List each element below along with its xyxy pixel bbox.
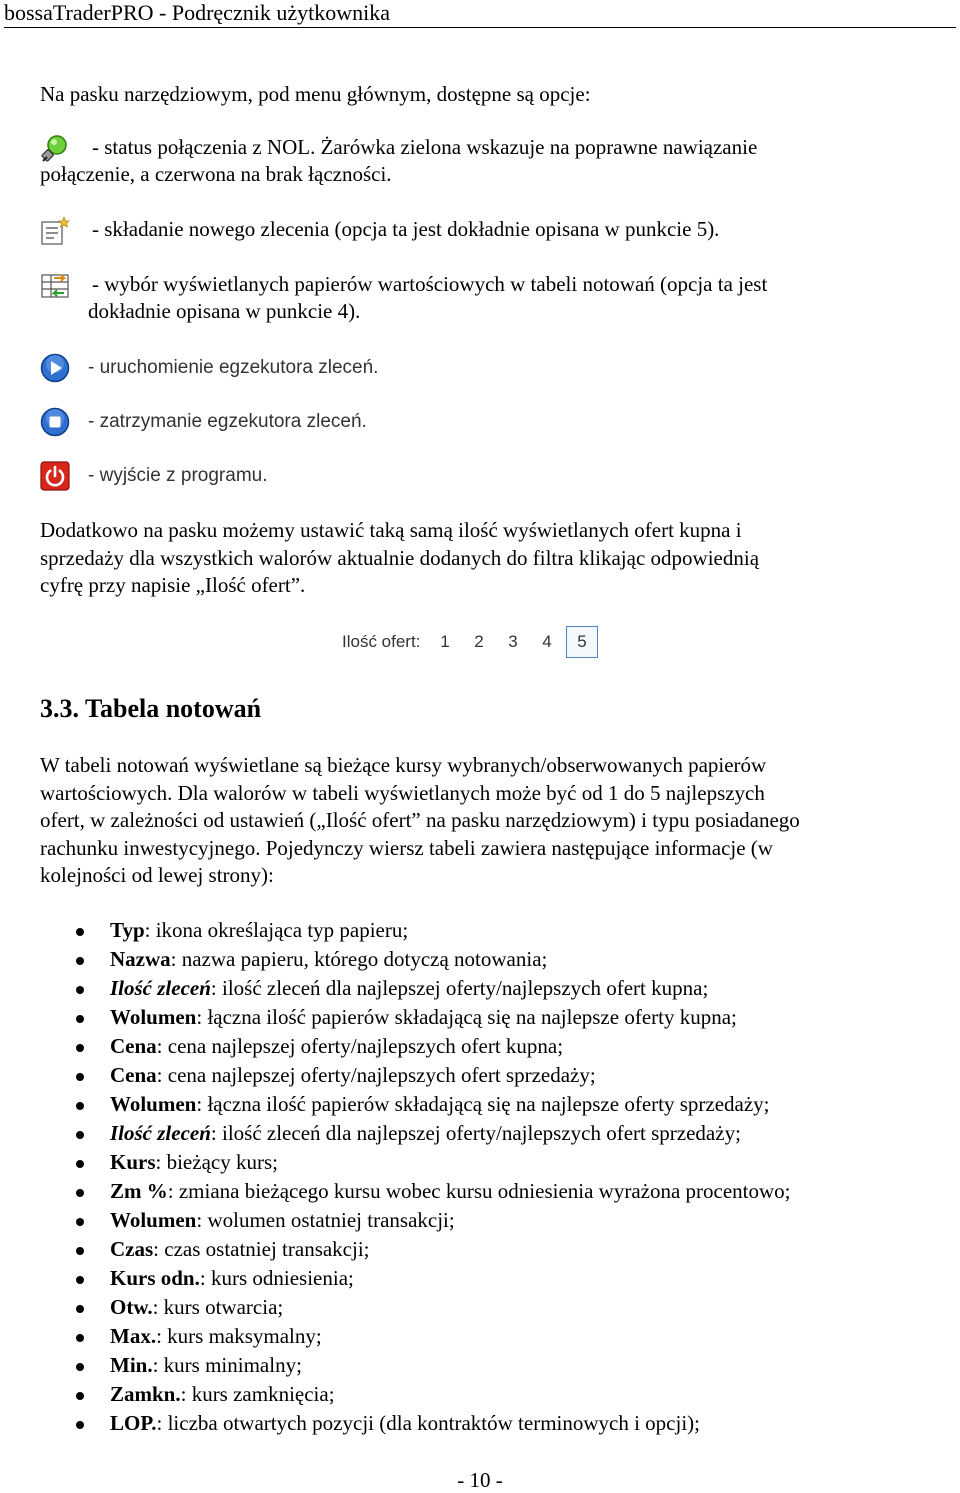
paragraph-offers-count [40, 517, 900, 600]
list-item [0, 1380, 960, 1409]
paragraph-line: cyfrę przy napisie „Ilość ofert”. [40, 573, 306, 597]
paragraph-quotes-table [40, 752, 900, 890]
bullet [76, 1334, 84, 1342]
column-term: LOP. [110, 1411, 157, 1435]
offer-count-option-5[interactable]: 5 [577, 632, 587, 651]
list-item [0, 1264, 960, 1293]
column-term: Kurs [110, 1150, 156, 1174]
bullet [76, 1131, 84, 1139]
list-item [0, 974, 960, 1003]
column-description: : kurs zamknięcia; [180, 1382, 335, 1406]
tool-description: - uruchomienie egzekutora zleceń. [88, 357, 379, 378]
bullet [76, 1421, 84, 1429]
power-icon [40, 461, 70, 491]
new-order-icon [40, 216, 70, 246]
list-item [0, 1351, 960, 1380]
bullet [76, 928, 84, 936]
column-description: : zmiana bieżącego kursu wobec kursu odniesienia wyrażona procentowo; [167, 1179, 791, 1203]
column-term: Cena [110, 1034, 157, 1058]
tool-description: - składanie nowego zlecenia (opcja ta jest dokładnie opisana w punkcie 5). [92, 217, 720, 241]
bullet [76, 1392, 84, 1400]
column-term: Czas [110, 1237, 154, 1261]
column-description: : wolumen ostatniej transakcji; [196, 1208, 455, 1232]
list-item [0, 1032, 960, 1061]
column-term: Zm % [110, 1179, 168, 1203]
column-term: Wolumen [110, 1005, 197, 1029]
column-description: : kurs otwarcia; [152, 1295, 284, 1319]
list-item [0, 1061, 960, 1090]
page-number: - 10 - [457, 1468, 503, 1492]
intro-text: Na pasku narzędziowym, pod menu głównym, dostępne są opcje: [40, 82, 591, 106]
offer-count-option-4[interactable]: 4 [542, 632, 552, 651]
column-description: : bieżący kurs; [155, 1150, 278, 1174]
column-description: : kurs minimalny; [152, 1353, 302, 1377]
bullet [76, 1102, 84, 1110]
column-description: : ikona określająca typ papieru; [144, 918, 409, 942]
header-divider [4, 27, 956, 28]
column-description: : ilość zleceń dla najlepszej oferty/najlepszych ofert kupna; [210, 976, 709, 1000]
bullet [76, 1276, 84, 1284]
bullet [76, 1363, 84, 1371]
tool-description: - wybór wyświetlanych papierów wartościowych w tabeli notowań (opcja ta jest [92, 272, 768, 296]
list-item [0, 1090, 960, 1119]
column-term: Ilość zleceń [110, 1121, 211, 1145]
column-term: Wolumen [110, 1092, 197, 1116]
page-header [0, 0, 960, 30]
paragraph-line: kolejności od lewej strony): [40, 863, 274, 887]
table-settings-icon [40, 271, 70, 301]
paragraph-line: ofert, w zależności od ustawień („Ilość ofert” na pasku narzędziowym) i typu posiadanego [40, 808, 800, 832]
play-icon [40, 353, 70, 383]
column-term: Kurs odn. [110, 1266, 200, 1290]
column-description: : nazwa papieru, którego dotyczą notowania; [170, 947, 548, 971]
offer-count-option-2[interactable]: 2 [474, 632, 484, 651]
bullet [76, 1305, 84, 1313]
column-description: : czas ostatniej transakcji; [153, 1237, 370, 1261]
list-item [0, 1409, 960, 1438]
column-description: : cena najlepszej oferty/najlepszych ofert kupna; [156, 1034, 564, 1058]
column-description: : kurs maksymalny; [156, 1324, 322, 1348]
column-term: Ilość zleceń [110, 976, 211, 1000]
list-item [0, 1119, 960, 1148]
bullet [76, 1218, 84, 1226]
column-term: Max. [110, 1324, 157, 1348]
column-term: Otw. [110, 1295, 153, 1319]
column-term: Wolumen [110, 1208, 197, 1232]
bullet [76, 957, 84, 965]
list-item [0, 1206, 960, 1235]
column-description: : ilość zleceń dla najlepszej oferty/najlepszych ofert sprzedaży; [210, 1121, 741, 1145]
paragraph-line: Dodatkowo na pasku możemy ustawić taką samą ilość wyświetlanych ofert kupna i [40, 518, 742, 542]
tool-description-continued: połączenie, a czerwona na brak łączności. [40, 162, 392, 186]
tool-description: - wyjście z programu. [88, 465, 268, 486]
document-title: bossaTraderPRO - Podręcznik użytkownika [4, 0, 390, 25]
bullet [76, 1044, 84, 1052]
offers-count-label: Ilość ofert: [342, 632, 421, 651]
offer-count-option-1[interactable]: 1 [440, 632, 450, 651]
bullet [76, 986, 84, 994]
bullet [76, 1160, 84, 1168]
offer-count-option-3[interactable]: 3 [508, 632, 518, 651]
list-item [0, 1003, 960, 1032]
column-term: Zamkn. [110, 1382, 181, 1406]
list-item [0, 916, 960, 945]
column-description: : łączna ilość papierów składającą się na najlepsze oferty sprzedaży; [196, 1092, 770, 1116]
list-item [0, 1322, 960, 1351]
column-description: : łączna ilość papierów składającą się na najlepsze oferty kupna; [196, 1005, 737, 1029]
list-item [0, 1235, 960, 1264]
tool-description: - zatrzymanie egzekutora zleceń. [88, 411, 367, 432]
column-description: : liczba otwartych pozycji (dla kontraktów terminowych i opcji); [156, 1411, 700, 1435]
tool-description: - status połączenia z NOL. Żarówka zielona wskazuje na poprawne nawiązanie [92, 135, 758, 159]
offers-count-selector [338, 626, 600, 660]
column-term: Min. [110, 1353, 153, 1377]
column-term: Nazwa [110, 947, 171, 971]
paragraph-line: sprzedaży dla wszystkich walorów aktualnie dodanych do filtra klikając odpowiednią [40, 545, 760, 570]
bullet [76, 1015, 84, 1023]
stop-icon [40, 407, 70, 437]
column-term: Cena [110, 1063, 157, 1087]
bullet [76, 1247, 84, 1255]
paragraph-line: W tabeli notowań wyświetlane są bieżące kursy wybranych/obserwowanych papierów [40, 753, 767, 777]
paragraph-line: rachunku inwestycyjnego. Pojedynczy wiersz tabeli zawiera następujące informacje (w [40, 835, 773, 860]
lightbulb-icon [40, 134, 70, 164]
column-term: Typ [110, 918, 145, 942]
list-item [0, 1293, 960, 1322]
bullet [76, 1073, 84, 1081]
section-heading: 3.3. Tabela notowań [40, 694, 262, 723]
column-description: : kurs odniesienia; [199, 1266, 354, 1290]
list-item [0, 945, 960, 974]
bullet [76, 1189, 84, 1197]
tool-description-continued: dokładnie opisana w punkcie 4). [88, 299, 361, 323]
column-description: : cena najlepszej oferty/najlepszych ofert sprzedaży; [156, 1063, 596, 1087]
list-item [0, 1148, 960, 1177]
paragraph-line: wartościowych. Dla walorów w tabeli wyświetlanych może być od 1 do 5 najlepszych [40, 780, 765, 805]
list-item [0, 1177, 960, 1206]
